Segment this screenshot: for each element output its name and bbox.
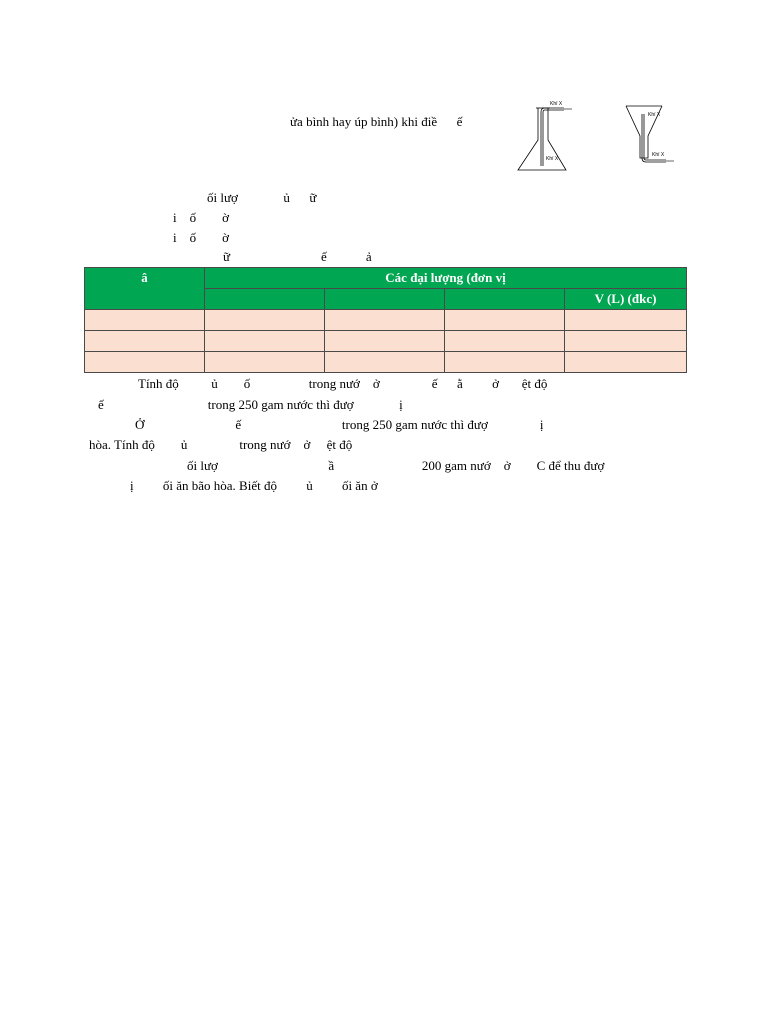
table-cell xyxy=(445,352,565,373)
table-subheader-3 xyxy=(445,289,565,310)
table-row xyxy=(85,352,687,373)
table-cell xyxy=(325,310,445,331)
funnel-gas-label-bottom: Khí X xyxy=(652,152,665,158)
exercise-line-1: Tính độ ủ ố trong nướ ở ế ằ ở ệt độ xyxy=(138,376,548,391)
question-line-3: i ố ờ xyxy=(173,230,229,245)
table-cell xyxy=(325,331,445,352)
question-line-2: i ố ờ xyxy=(173,210,229,225)
table-cell xyxy=(205,352,325,373)
table-cell xyxy=(325,352,445,373)
table-header-quantities: Các đại lượng (đơn vị xyxy=(205,268,687,289)
flask-gas-label-top: Khí X xyxy=(550,101,563,107)
table-cell xyxy=(85,352,205,373)
table-cell xyxy=(205,331,325,352)
question-intro-line: ửa bình hay úp bình) khi điề ế xyxy=(290,114,463,129)
table-subheader-1 xyxy=(205,289,325,310)
table-cell xyxy=(445,310,565,331)
table-row xyxy=(85,331,687,352)
question-line-1: ối lượ ủ ữ xyxy=(207,190,317,205)
exercise-line-6: ị ối ăn bão hòa. Biết độ ủ ối ăn ở xyxy=(130,478,378,493)
exercise-line-4: hòa. Tính độ ủ trong nướ ở ệt độ xyxy=(89,437,353,452)
exercise-line-2: ế trong 250 gam nước thì đượ ị xyxy=(98,397,403,412)
table-header-substance: â xyxy=(85,268,205,310)
table-cell xyxy=(565,352,687,373)
table-cell xyxy=(85,331,205,352)
conical-flask-figure xyxy=(512,100,576,176)
question-line-4: ữ ế ả xyxy=(223,249,372,264)
flask-gas-label-inside: Khí X xyxy=(546,156,559,162)
table-cell xyxy=(565,310,687,331)
table-subheader-volume: V (L) (đkc) xyxy=(565,289,687,310)
table-cell xyxy=(565,331,687,352)
table-cell xyxy=(445,331,565,352)
exercise-line-5: ối lượ ầ 200 gam nướ ở C để thu đượ xyxy=(187,458,605,473)
table-cell xyxy=(205,310,325,331)
quantities-table xyxy=(84,267,687,373)
table-subheader-2 xyxy=(325,289,445,310)
exercise-line-3: Ở ế trong 250 gam nước thì đượ ị xyxy=(135,417,544,432)
funnel-figure xyxy=(622,100,684,170)
table-row xyxy=(85,310,687,331)
funnel-gas-label-top: Khí X xyxy=(648,112,661,118)
table-cell xyxy=(85,310,205,331)
